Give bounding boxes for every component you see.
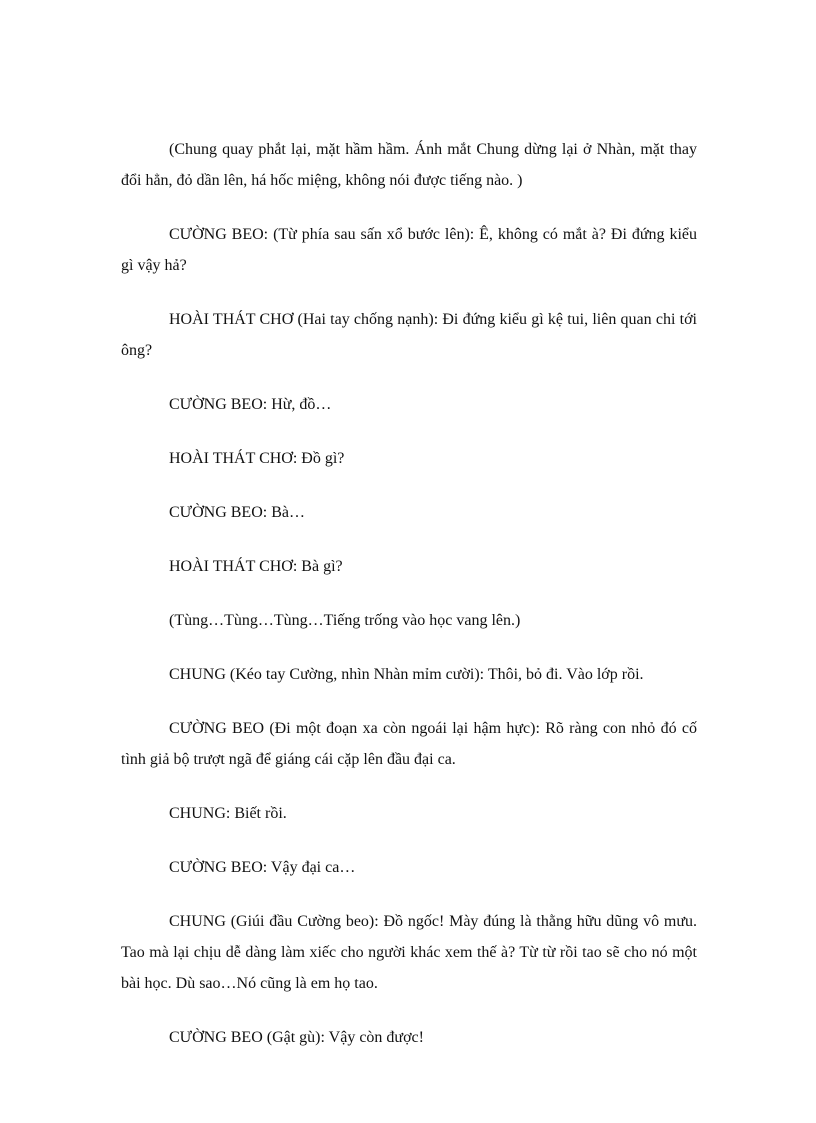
dialogue-line: CƯỜNG BEO: Vậy đại ca… [169, 859, 356, 876]
dialogue-line: CƯỜNG BEO: Hừ, đồ… [169, 396, 332, 413]
stage-direction: (Tùng…Tùng…Tùng…Tiếng trống vào học vang lên.) [169, 612, 521, 629]
dialogue-line: CHUNG (Giúi đầu Cường beo): Đồ ngốc! Mày đúng là thằng hữu dũng vô mưu. Tao mà lại chịu dễ dàng làm xiếc cho người khác xem thế à? Từ từ rồi tao sẽ cho nó một bài học. Dù sao…Nó cũng là em họ tao. [121, 913, 697, 992]
dialogue-line: CƯỜNG BEO (Đi một đoạn xa còn ngoái lại hậm hực): Rõ ràng con nhỏ đó cố tình giả bộ trượt ngã để giáng cái cặp lên đầu đại ca. [121, 720, 697, 768]
dialogue-line: HOÀI THÁT CHƠ: Đồ gì? [169, 450, 345, 467]
dialogue-line: CƯỜNG BEO (Gật gù): Vậy còn được! [169, 1029, 424, 1046]
dialogue-line: CHUNG (Kéo tay Cường, nhìn Nhàn mỉm cười): Thôi, bỏ đi. Vào lớp rồi. [169, 666, 644, 683]
stage-direction: (Chung quay phắt lại, mặt hầm hầm. Ánh mắt Chung dừng lại ở Nhàn, mặt thay đổi hẳn, đỏ dần lên, há hốc miệng, không nói được tiếng nào. ) [121, 141, 697, 189]
dialogue-line: CHUNG: Biết rồi. [169, 805, 287, 822]
script-body [121, 134, 697, 1076]
dialogue-line: CƯỜNG BEO: Bà… [169, 504, 305, 521]
dialogue-line: HOÀI THÁT CHƠ (Hai tay chống nạnh): Đi đứng kiểu gì kệ tui, liên quan chi tới ông? [121, 311, 697, 359]
dialogue-line: CƯỜNG BEO: (Từ phía sau sấn xổ bước lên): Ê, không có mắt à? Đi đứng kiểu gì vậy hả? [121, 226, 697, 274]
dialogue-line: HOÀI THÁT CHƠ: Bà gì? [169, 558, 343, 575]
